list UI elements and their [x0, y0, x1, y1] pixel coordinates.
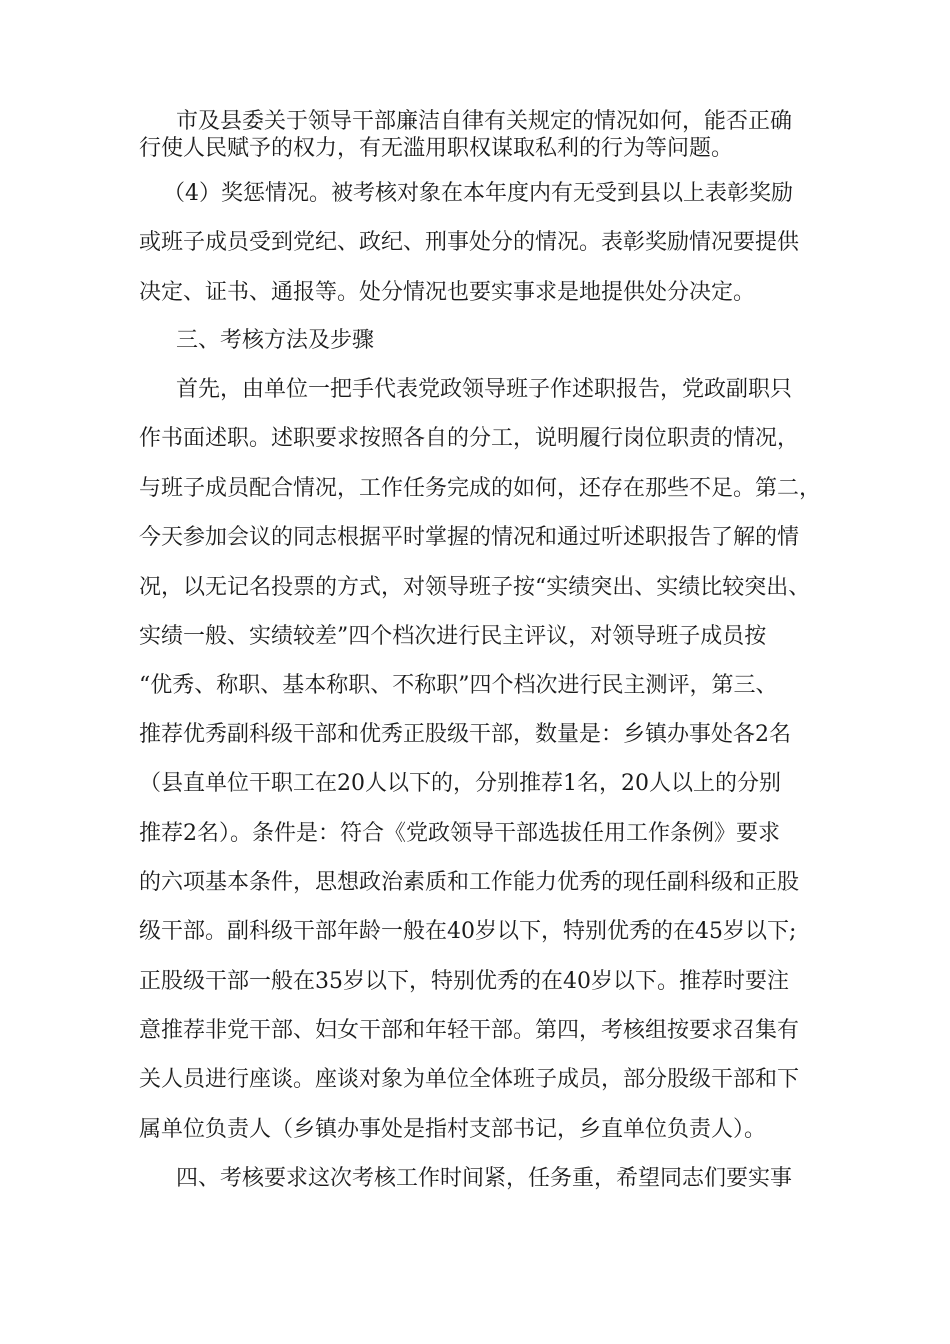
text-line: 属单位负责人（乡镇办事处是指村支部书记，乡直单位负责人）。 — [139, 1117, 767, 1142]
text-line: 的六项基本条件，思想政治素质和工作能力优秀的现任副科级和正股 — [139, 870, 800, 895]
text-line: 推荐优秀副科级干部和优秀正股级干部，数量是：乡镇办事处各2名 — [139, 722, 791, 747]
text-line: 作书面述职。述职要求按照各自的分工，说明履行岗位职责的情况， — [139, 426, 800, 451]
text-line: 市及县委关于领导干部廉洁自律有关规定的情况如何，能否正确 — [176, 109, 793, 134]
text-line: 实绩一般、实绩较差”四个档次进行民主评议，对领导班子成员按 — [139, 624, 767, 649]
text-line: 行使人民赋予的权力，有无滥用职权谋取私利的行为等问题。 — [139, 136, 734, 161]
text-line: 推荐2名）。条件是：符合《党政领导干部选拔任用工作条例》要求 — [139, 821, 780, 846]
text-line: 与班子成员配合情况，工作任务完成的如何，还存在那些不足。第二， — [139, 476, 822, 501]
text-line: 决定、证书、通报等。处分情况也要实事求是地提供处分决定。 — [139, 280, 756, 305]
text-line: 今天参加会议的同志根据平时掌握的情况和通过听述职报告了解的情 — [139, 525, 800, 550]
section-heading: 四、考核要求这次考核工作时间紧，任务重，希望同志们要实事 — [176, 1166, 793, 1191]
text-line: 况，以无记名投票的方式，对领导班子按“实绩突出、实绩比较突出、 — [139, 575, 811, 600]
text-line: “优秀、称职、基本称职、不称职”四个档次进行民主测评，第三、 — [139, 673, 778, 698]
text-line: 首先，由单位一把手代表党政领导班子作述职报告，党政副职只 — [176, 377, 793, 402]
text-line: （县直单位干职工在20人以下的，分别推荐1名，20人以上的分别 — [139, 771, 781, 796]
section-heading: 三、考核方法及步骤 — [176, 328, 375, 353]
text-line: 关人员进行座谈。座谈对象为单位全体班子成员，部分股级干部和下 — [139, 1067, 800, 1092]
text-line: 级干部。副科级干部年龄一般在40岁以下，特别优秀的在45岁以下; — [139, 919, 797, 944]
text-line: 意推荐非党干部、妇女干部和年轻干部。第四，考核组按要求召集有 — [139, 1018, 800, 1043]
text-line: 或班子成员受到党纪、政纪、刑事处分的情况。表彰奖励情况要提供 — [139, 230, 800, 255]
text-line: （4）奖惩情况。被考核对象在本年度内有无受到县以上表彰奖励 — [163, 181, 793, 206]
text-line: 正股级干部一般在35岁以下，特别优秀的在40岁以下。推荐时要注 — [139, 969, 789, 994]
